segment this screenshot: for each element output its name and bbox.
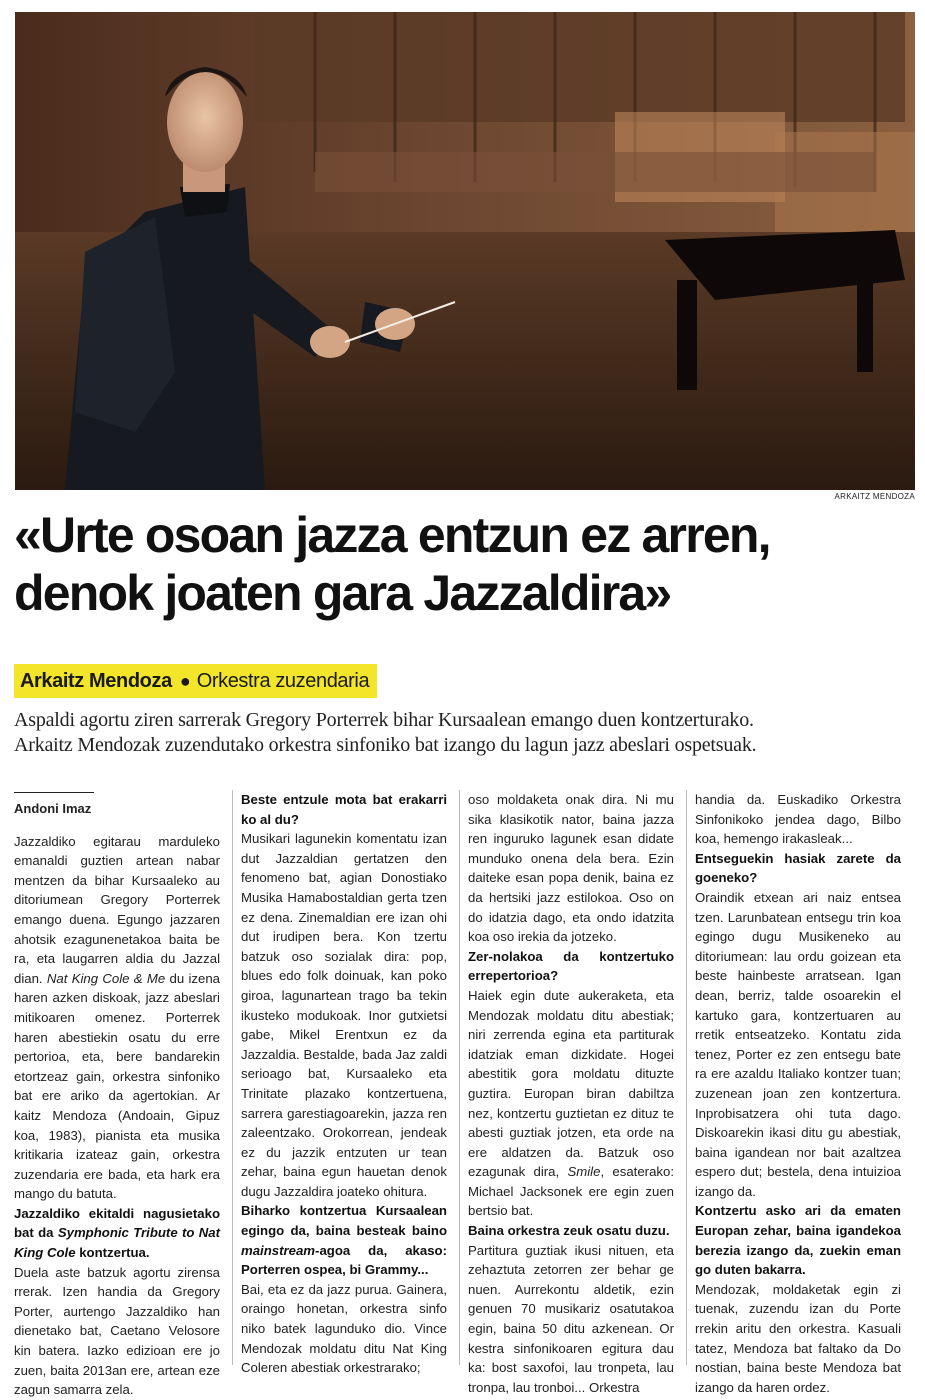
column-2 [241,790,447,1378]
question: Kontzertu asko ari da ematen Europan zehar, baina igandekoa berezia izango da, zuekin eman go duten bakarra. [695,1203,901,1278]
question: Baina orkestra zeuk osatu duzu. [468,1223,670,1239]
headline-line-1: «Urte osoan jazza entzun ez arren, [14,507,770,563]
answer: Musikari lagunekin komentatu izan dut Jazzaldian gertatzen den fenomeno bat, agian Donostiako Musika Hamabostaldian gerta tzen ez dena. Zinemaldian ere izan ohi dut irudipen bera. Kon tzertu batzuk oso sozialak dira: pop, blues edo folk doinuak, kan poko giroa, lagunartean trago ba tekin ikusteko modukoak. Inor gutxietsi gabe, Mikel Erentxun ez da Jazzaldia. Bestalde, bada Jaz zaldi serioago bat, Kursaaleko eta Trinitate plazako kontzertuena, sarrera garestiagoarekin, jazza ren zaleentzako. Orokorrean, jendeak ez du jazzik entzuten ur tean zehar, baina egun hauetan denok dugu Jazzaldira joateko ohitura. [241,831,447,1199]
question: Entseguekin hasiak zarete da goeneko? [695,850,901,886]
column-divider [686,790,687,1365]
lede-line-1: Aspaldi agortu ziren sarrerak Gregory Porterrek bihar Kursaalean emango duen kontzerturako. [14,709,754,731]
column-divider [459,790,460,1365]
paragraph: Jazzaldiko egitarau marduleko emanaldi guztien artean nabar mentzen da bihar Kursaaleko au ditoriumean Gregory Porterrek emango duena. Egungo jazzaren ahotsik ezagunenetakoa baita be ra, eta laugarren aldia du Jazzal dian. Nat King Cole & Me du izena haren azken diskoak, jazz abeslari mitikoaren omenez. Porterrek haren abestiekin osatu du erre pertorioa, eta, bere bandarekin etortzeaz gain, orkestra sinfoniko bat ere ariko da agertokian. Ar kaitz Mendoza (Andoain, Gipuz koa, 1983), pianista eta musika kritikaria izateaz gain, orkestra zuzendaria ere bada, eta hark era mango du batuta. [14,833,220,1202]
column-1 [14,792,220,1400]
byline-name: Arkaitz Mendoza [20,669,172,692]
headline [14,506,914,622]
answer: handia da. Euskadiko Orkestra Sinfonikoko jendea dago, Bilbo koa, hemengo irakasleak... [695,792,901,847]
question: Beste entzule mota bat erakarri ko al du? [241,792,447,827]
bullet-icon: ● [179,670,191,691]
byline-role: Orkestra zuzendaria [196,669,370,692]
answer: Partitura guztiak ikusi nituen, eta zehaztuta zetorren zer behar ge nuen. Aurrekontu aldetik, ezin genuen 70 musikariz osatutakoa egin, baina 50 ditu azkenean. Or kestra sinfonikoaren egitura dau ka: bost saxofoi, lau tronpeta, lau tronpa, lau tronboi... Orkestra [468,1242,674,1395]
column-4 [695,790,901,1397]
question: Jazzaldiko ekitaldi nagusietako bat da Symphonic Tribute to Nat King Cole kontzertua. [14,1205,220,1261]
concert-title: Symphonic Tribute to Nat King Cole [14,1225,220,1261]
headline-line-2: denok joaten gara Jazzaldira» [14,565,671,621]
answer: Duela aste batzuk agortu zirensa rrerak. Izen handia da Gregory Porter, aurtengo Jazzaldiko han dienetako bat, Caetano Velosore kin batera. Iazko edizioan ere jo zuen, baita 2013an ere, artean eze zagun samarra zela. [14,1264,220,1398]
answer: Haiek egin dute aukeraketa, eta Mendozak moldatu ditu abestiak; niri zerrenda egina eta partiturak idatziak eman dizkidate. Hogei abestitik gora moldatu dituzte guztira. Europan biran dabiltza nez, kontzertu guztietan ez dituz te abesti guztiak jotzen, eta orde na ere aldatzen da. Batzuk oso ezagunak dira, Smile, esaterako: Michael Jacksonek ere egin zuen bertsio bat. [468,987,674,1219]
byline-highlight [14,664,377,698]
question: Biharko kontzertua Kursaalean egingo da, baina besteak baino mainstream-agoa da, akaso: Porterren ospea, bi Grammy... [241,1203,447,1278]
album-title: Nat King Cole & Me [46,970,166,986]
conductor-photo [15,12,915,490]
answer: Bai, eta ez da jazz purua. Gainera, oraingo honetan, orkestra sinfo niko batek lagunduko dio. Vince Mendozak moldatu ditu Nat King Coleren abestiak orkestrarako; [241,1281,447,1376]
lede-line-2: Arkaitz Mendozak zuzendutako orkestra sinfoniko bat izango du lagun jazz abeslari ospetsuak. [14,734,757,756]
photo-illustration [15,12,915,490]
column-divider [232,790,233,1365]
question: Zer-nolakoa da kontzertuko errepertorioa? [468,948,674,984]
photo-credit: ARKAITZ MENDOZA [834,492,915,501]
author: Andoni Imaz [14,792,94,823]
answer: Oraindik etxean ari naiz entsea tzen. Larunbatean entsegu trin koa egingo dugu Musikeneko au ditoriumean: lau ordu goizean eta beste hainbeste arratsean. Igan dean, berriz, talde osoarekin el kartuko gara, kontzertuaren au rretik entseatzeko. Kontatu zida tenez, Porter ez zen entsegu bate ra ere azaldu Italiako kontzer tuan; zuzenean joan zen kontzertura. Inprobisatzera ohi tuta dago. Diskoarekin ikasi ditu gu abestiak, baina igandean nor bait azaltzea espero dut; bestela, dena intuizioa izango da. [695,889,901,1199]
answer: Mendozak, moldaketak egin zi tuenak, zuzendu izan du Porte rrekin aritu den orkestra. Kasuali tatez, Mendoza bat faltako da Do nostian, baina beste Mendoza bat izango da haren ordez. [695,1281,901,1395]
lede [14,708,914,758]
column-3 [468,790,674,1397]
answer: oso moldaketa onak dira. Ni mu sika klasikotik nator, baina jazza ren inguruko lagunek esan didate munduko onena dela bera. Ezin daiteke esan popa denik, baina ez da hertsiki jazz estilokoa. Oso on do idatzia dago, eta ondo idatzita koa oso irekia da jotzeko. [468,792,674,945]
